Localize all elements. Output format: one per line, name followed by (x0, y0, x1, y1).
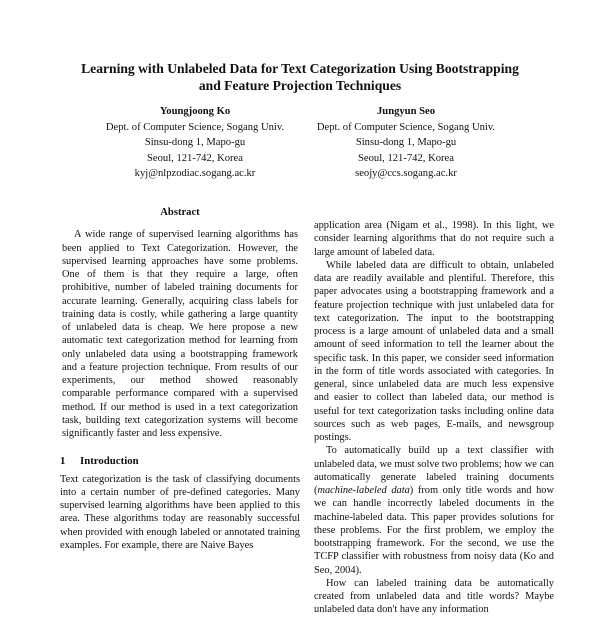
body-paragraph-4: How can labeled training data be automatically created from unlabeled data and title words? Maybe unlabeled data don't have any information (314, 577, 554, 616)
author-name: Jungyun Seo (377, 106, 435, 117)
abstract-paragraph: A wide range of supervised learning algorithms has been applied to Text Categorization. However, the supervised learning approaches have some problems. One of them is that they require a large, often prohibitive, number of labeled training documents for accurate learning. Generally, acquiring class labels for training data is costly, while gathering a large quantity of unlabeled data is cheap. We here propose a new automatic text categorization method for learning from only unlabeled data using a bootstrapping framework and a feature projection technique. From results of our experiments, our method showed reasonably comparable performance compared with a supervised method. If our method is used in a text categorization task, building text categorization systems will become significantly faster and less expensive. (62, 229, 298, 439)
author-email: kyj@nlpzodiac.sogang.ac.kr (134, 168, 256, 179)
body-paragraph-2: While labeled data are difficult to obtain, unlabeled data are readily available and plentiful. Therefore, this paper advocates using a bootstrapping framework and a feature projection technique with just unlabeled data for text categorization. The input to the bootstrapping process is a large amount of unlabeled data and a small amount of seed information to tell the learner about the specific task. In this paper, we consider seed information in the form of title words associated with categories. In general, since unlabeled data are much less expensive and easier to collect than labeled data, our method is useful for text categorization tasks including online data sources such as web pages, E-mails, and newsgroup postings. (314, 259, 554, 443)
author-address-line-1: Sinsu-dong 1, Mapo-gu (355, 137, 457, 148)
author-address-line-2: Seoul, 121-742, Korea (147, 152, 243, 164)
section-title: Introduction (80, 455, 139, 468)
author-email: seojy@ccs.sogang.ac.kr (355, 168, 457, 179)
author-block-2 (306, 104, 506, 182)
author-block-1 (60, 104, 330, 182)
author-address-line-1: Sinsu-dong 1, Mapo-gu (144, 137, 246, 148)
author-name: Youngjoong Ko (159, 106, 231, 117)
paper-title (40, 60, 560, 94)
author-department: Dept. of Computer Science, Sogang Univ. (105, 121, 285, 133)
author-department: Dept. of Computer Science, Sogang Univ. (316, 121, 496, 133)
body-paragraph-3-start: To automatically build up a text classifier with unlabeled data, we must solve two problems; how we can automatically generate labeled training documents ( (314, 445, 554, 496)
intro-paragraph-1: Text categorization is the task of classifying documents into a certain number of pre-defined categories. Many supervised learning algorithms have been applied to this area. These algorithms today are reasonably successful when provided with enough labeled or annotated training examples. For example, there are Naive Bayes (60, 473, 300, 551)
title-line-2: and Feature Projection Techniques (198, 78, 402, 93)
title-line-1: Learning with Unlabeled Data for Text Categorization Using Bootstrapping (81, 61, 519, 76)
right-column (314, 219, 554, 617)
section-heading-introduction (60, 455, 300, 468)
machine-labeled-data-term: machine-labeled data (317, 485, 410, 496)
author-address-line-2: Seoul, 121-742, Korea (358, 152, 454, 164)
abstract-heading: Abstract (160, 207, 200, 218)
body-paragraph-3 (314, 444, 554, 577)
body-paragraph-3-end: ) from only title words and how we can handle incorrectly labeled documents in the machine-labeled data. This paper provides solutions for these problems. For the first problem, we employ the bootstrapping framework. For the second, we use the TCFP classifier with robustness from noisy data (Ko and Seo, 2004). (314, 485, 554, 576)
body-paragraph-continued: application area (Nigam et al., 1998). In this light, we consider learning algorithms that do not require such a large amount of labeled data. (314, 220, 554, 258)
abstract-body (60, 228, 300, 440)
left-column (60, 206, 300, 552)
section-number: 1 (60, 455, 66, 468)
